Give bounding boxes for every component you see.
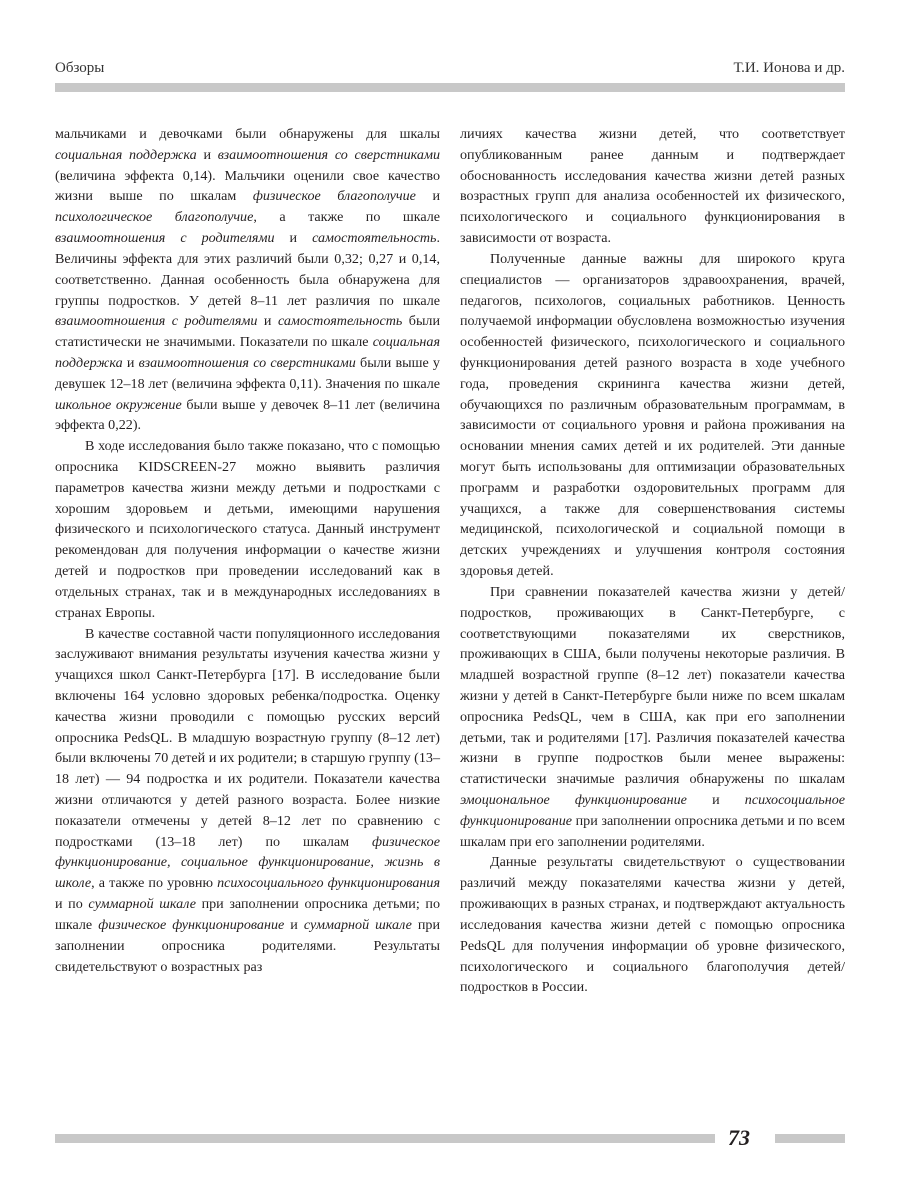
text-run: при заполнении опросника родителями. Результаты свидетельствуют о возрастных раз bbox=[55, 916, 441, 975]
scale-name: взаимоотношения со сверстниками bbox=[217, 146, 441, 163]
scale-name: суммарной шкале bbox=[88, 896, 196, 913]
scale-name: суммарной шкале bbox=[303, 916, 412, 933]
footer-rule-right bbox=[775, 1134, 845, 1143]
text-run: и bbox=[284, 916, 304, 933]
running-authors: Т.И. Ионова и др. bbox=[733, 60, 845, 76]
scale-name: психологическое благополучие bbox=[55, 209, 254, 226]
paragraph: Данные результаты свидетельствуют о существовании различий между показателями качества жизни у детей, проживающих в разных странах, и подтверждают актуальность исследования качества жизни детей с помощью опросника PedsQL для получения информации об уровне физического, психологического и социального благополучия детей/подростков в России. bbox=[460, 854, 845, 996]
paragraph: Полученные данные важны для широкого круга специалистов — организаторов здравоохранения, врачей, педагогов, психологов, социальных работников. Ценность получаемой информации обусловлена возможностью изучения особенностей физического, психологического и социального функционирования детей разного возраста в ходе учебного года, проведения скрининга качества жизни детей, обучающихся по различным образовательным программам, в зависимости от социального уровня и района проживания на основании мнения самих детей и их родителей. Эти данные могут быть использованы для оптимизации образовательных программ и разработки оздоровительных программ для учащихся, а также для совершенствования системы медицинской, психологической и социальной помощи в детских учреждениях и улучшения контроля состояния здоровья детей. bbox=[460, 250, 845, 580]
scale-name: социальная поддержка bbox=[55, 334, 440, 371]
text-run: и bbox=[196, 146, 218, 163]
scale-name: самостоятельность bbox=[277, 313, 403, 330]
text-run: при заполнении опросника детьми; по шкале bbox=[55, 896, 440, 933]
scale-name: взаимоотношения со сверстниками bbox=[138, 354, 356, 371]
scale-name: взаимоотношения с родителями bbox=[55, 313, 258, 330]
scale-name: школьное окружение bbox=[55, 396, 182, 413]
footer-rule bbox=[55, 1134, 715, 1143]
text-run: и bbox=[686, 792, 745, 808]
paragraph-continuation: личиях качества жизни детей, что соответствует опубликованным ранее данным и подтверждает обоснованность исследования качества жизни детей разных возрастных групп для анализа особенностей их физического, психологического и социального функционирования в зависимости от возраста. bbox=[460, 126, 845, 247]
scale-name: эмоциональное функционирование bbox=[460, 792, 687, 808]
paragraph bbox=[460, 582, 845, 853]
page-number: 73 bbox=[728, 1125, 750, 1150]
scale-name: физическое функционирование, социальное функционирование, жизнь в школе bbox=[55, 833, 440, 892]
text-run: мальчиками и девочками были обнаружены для шкалы bbox=[55, 126, 440, 142]
text-run: и bbox=[257, 313, 278, 330]
scale-name: психосоциальное функционирование bbox=[460, 792, 846, 829]
text-run: были статистически не значимыми. Показатели по шкале bbox=[55, 313, 440, 351]
paragraph-continuation bbox=[55, 124, 440, 436]
text-run: (величина эффекта 0,14). Мальчики оценили свое качество жизни выше по шкалам bbox=[55, 167, 440, 205]
left-column bbox=[55, 124, 440, 977]
section-title: Обзоры bbox=[55, 60, 105, 76]
text-run: , а также по шкале bbox=[253, 209, 441, 226]
paragraph bbox=[55, 624, 440, 978]
header-rule bbox=[55, 83, 845, 92]
text-run: и bbox=[415, 188, 440, 205]
scale-name: взаимоотношения с родителями bbox=[55, 230, 275, 247]
text-run: были выше у девочек 8–11 лет (величина эффекта 0,22). bbox=[55, 396, 440, 434]
text-run: и bbox=[274, 230, 313, 247]
scale-name: психосоциального функционирования bbox=[217, 875, 440, 892]
running-header bbox=[55, 60, 845, 80]
text-run: и по bbox=[55, 896, 89, 913]
text-run: при заполнении опросника детьми и по всем шкалам при его заполнении родителями. bbox=[460, 812, 845, 850]
scale-name: самостоятельность bbox=[312, 230, 437, 247]
text-run: В качестве составной части популяционного исследования заслуживают внимания результаты изучения качества жизни у учащихся школ Санкт-Петербурга [17]. В исследование были включены 164 условно здоровых ребенка/подростка. Оценку качества жизни проводили с помощью русских версий опросника PedsQL. В младшую возрастную группу (8–12 лет) были включены 70 детей и их родители; в старшую группу (13–18 лет) — 94 подростка и их родители. Показатели качества жизни отличаются у детей разного возраста. Более низкие показатели отмечены у детей 8–12 лет по сравнению с подростками (13–18 лет) по шкалам bbox=[55, 625, 440, 850]
text-run: , а также по уровню bbox=[91, 875, 218, 892]
text-run: . Величины эффекта для этих различий были 0,32; 0,27 и 0,14, соответственно. Данная особенность была обнаружена для группы подростков. У детей 8–11 лет различия по шкале bbox=[55, 230, 440, 309]
text-run: были выше у девушек 12–18 лет (величина эффекта 0,11). Значения по шкале bbox=[55, 354, 440, 392]
paragraph: В ходе исследования было также показано, что с помощью опросника KIDSCREEN-27 можно выявить различия параметров качества жизни между детьми и подростками с хорошим здоровьем и детьми, имеющими нарушения физического и психологического статуса. Данный инструмент рекомендован для получения информации о качестве жизни детей и подростков при проведении исследований как в отдельных странах, так и в международных исследованиях в странах Европы. bbox=[55, 438, 440, 621]
text-run: и bbox=[122, 354, 139, 371]
text-run: При сравнении показателей качества жизни у детей/подростков, проживающих в Санкт-Петербурге, с соответствующими показателями их сверстников, проживающих в США, были получены некоторые различия. В младшей возрастной группе (8–12 лет) показатели качества жизни у детей в Санкт-Петербурге были ниже по всем шкалам опросника PedsQL, чем в США, как при его заполнении детьми, так и родителями [17]. Различия показателей качества жизни в группе подростков были менее выражены: статистически значимые различия обнаружены по шкалам bbox=[460, 583, 845, 788]
scale-name: физическое благополучие bbox=[252, 188, 416, 205]
scale-name: физическое функционирование bbox=[98, 916, 285, 933]
scale-name: социальная поддержка bbox=[55, 146, 197, 163]
right-column bbox=[460, 124, 845, 998]
